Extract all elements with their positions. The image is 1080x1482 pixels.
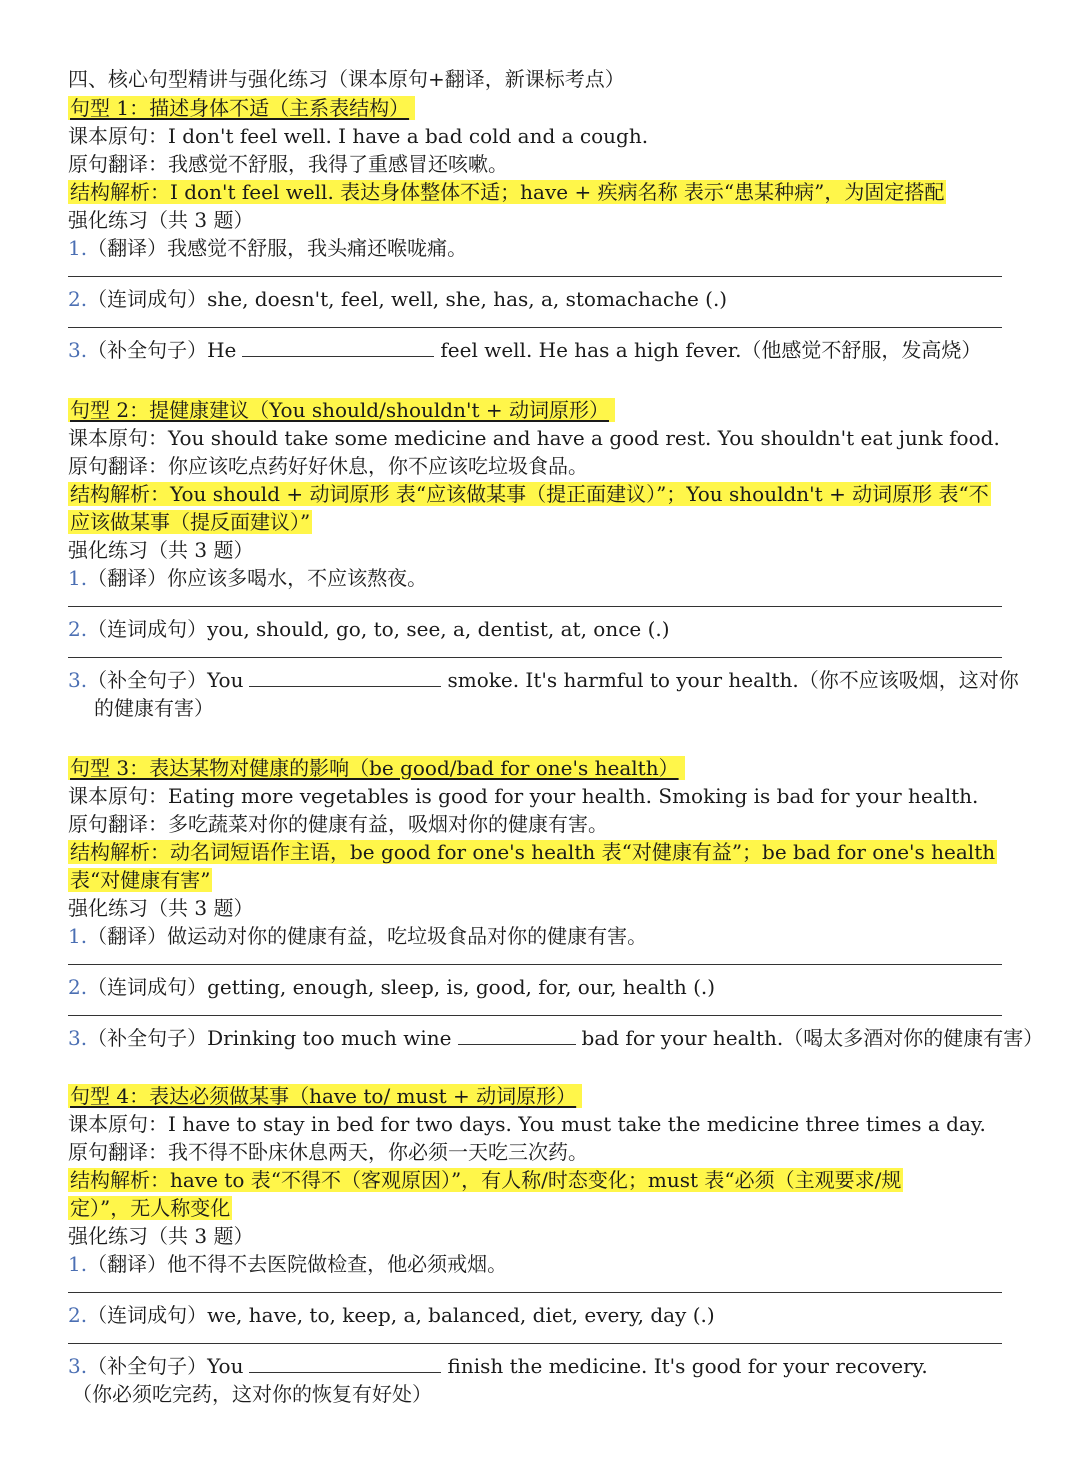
practice-title: 强化练习（共 3 题）	[68, 896, 254, 920]
question-1	[68, 1250, 1018, 1278]
pattern-heading: 句型 1：描述身体不适（主系表结构）	[68, 96, 415, 120]
fill-blank[interactable]	[242, 338, 434, 357]
question-number: 3.	[68, 668, 88, 692]
question-text-before: （补全句子）You	[87, 1354, 244, 1378]
pattern-4	[68, 1082, 1018, 1408]
question-text: （翻译）我感觉不舒服，我头痛还喉咙痛。	[87, 236, 468, 260]
question-text: （连词成句）we, have, to, keep, a, balanced, diet, every, day (.)	[87, 1303, 715, 1327]
fill-blank[interactable]	[249, 668, 441, 687]
translation: 原句翻译：多吃蔬菜对你的健康有益，吸烟对你的健康有害。	[68, 812, 608, 836]
answer-line[interactable]	[68, 313, 1002, 328]
question-text-before: （补全句子）Drinking too much wine	[87, 1026, 452, 1050]
question-text-before: （补全句子）You	[87, 668, 244, 692]
question-number: 3.	[68, 338, 88, 362]
structure-analysis: 结构解析：I don't feel well. 表达身体整体不适；have + 疾病名称 表示“患某种病”，为固定搭配	[70, 180, 945, 204]
translation: 原句翻译：我感觉不舒服，我得了重感冒还咳嗽。	[68, 152, 508, 176]
question-number: 2.	[68, 1303, 88, 1327]
question-3	[68, 666, 1018, 694]
question-text-after: smoke. It's harmful to your health.（你不应该吸烟，这对你	[447, 668, 1019, 692]
question-3	[68, 336, 1018, 364]
translation: 原句翻译：我不得不卧床休息两天，你必须一天吃三次药。	[68, 1140, 588, 1164]
question-text-after: bad for your health.（喝太多酒对你的健康有害）	[581, 1026, 1044, 1050]
original-sentence: 课本原句：Eating more vegetables is good for your health. Smoking is bad for your health.	[68, 784, 979, 808]
answer-line[interactable]	[68, 1329, 1002, 1344]
practice-title: 强化练习（共 3 题）	[68, 208, 254, 232]
answer-line[interactable]	[68, 1001, 1002, 1016]
question-number: 2.	[68, 287, 88, 311]
question-text: （连词成句）she, doesn't, feel, well, she, has, a, stomachache (.)	[87, 287, 728, 311]
question-number: 2.	[68, 975, 88, 999]
structure-analysis: 结构解析：动名词短语作主语，be good for one's health 表“对健康有益”；be bad for one's health 表“对健康有害”	[70, 840, 996, 892]
question-number: 3.	[68, 1026, 88, 1050]
answer-line[interactable]	[68, 592, 1002, 607]
fill-blank[interactable]	[458, 1026, 576, 1045]
pattern-heading: 句型 4：表达必须做某事（have to/ must + 动词原形）	[68, 1084, 582, 1108]
question-number: 1.	[68, 236, 88, 260]
question-number: 1.	[68, 566, 88, 590]
answer-line[interactable]	[68, 643, 1002, 658]
question-3-continued: 的健康有害）	[94, 696, 214, 720]
translation: 原句翻译：你应该吃点药好好休息，你不应该吃垃圾食品。	[68, 454, 588, 478]
question-2	[68, 1301, 1018, 1329]
question-number: 1.	[68, 1252, 88, 1276]
question-number: 1.	[68, 924, 88, 948]
question-text-after: finish the medicine. It's good for your recovery.	[447, 1354, 928, 1378]
question-1	[68, 234, 1018, 262]
pattern-heading: 句型 3：表达某物对健康的影响（be good/bad for one's health）	[68, 756, 685, 780]
section-title: 四、核心句型精讲与强化练习（课本原句+翻译，新课标考点）	[68, 67, 625, 91]
practice-title: 强化练习（共 3 题）	[68, 1224, 254, 1248]
question-3-continued: （你必须吃完药，这对你的恢复有好处）	[72, 1382, 432, 1406]
question-number: 2.	[68, 617, 88, 641]
question-2	[68, 615, 1018, 643]
pattern-1	[68, 94, 1018, 364]
pattern-3	[68, 754, 1044, 1052]
question-number: 3.	[68, 1354, 88, 1378]
answer-line[interactable]	[68, 1278, 1002, 1293]
question-3	[68, 1352, 1018, 1380]
question-2	[68, 285, 1018, 313]
answer-line[interactable]	[68, 262, 1002, 277]
question-3	[68, 1024, 1044, 1052]
structure-analysis: 结构解析：have to 表“不得不（客观原因）”，有人称/时态变化；must 表“必须（主观要求/规定）”，无人称变化	[70, 1168, 902, 1220]
question-text-before: （补全句子）He	[87, 338, 237, 362]
structure-analysis: 结构解析：You should + 动词原形 表“应该做某事（提正面建议）”；You shouldn't + 动词原形 表“不应该做某事（提反面建议）”	[70, 482, 989, 534]
pattern-2	[68, 396, 1018, 722]
question-1	[68, 564, 1018, 592]
answer-line[interactable]	[68, 950, 1002, 965]
question-text: （翻译）做运动对你的健康有益，吃垃圾食品对你的健康有害。	[87, 924, 648, 948]
question-text: （翻译）他不得不去医院做检查，他必须戒烟。	[87, 1252, 508, 1276]
original-sentence: 课本原句：You should take some medicine and have a good rest. You shouldn't eat junk food.	[68, 426, 1000, 450]
question-text: （翻译）你应该多喝水，不应该熬夜。	[87, 566, 428, 590]
fill-blank[interactable]	[249, 1354, 441, 1373]
practice-title: 强化练习（共 3 题）	[68, 538, 254, 562]
question-text: （连词成句）getting, enough, sleep, is, good, for, our, health (.)	[87, 975, 716, 999]
pattern-heading: 句型 2：提健康建议（You should/shouldn't + 动词原形）	[68, 398, 615, 422]
original-sentence: 课本原句：I don't feel well. I have a bad cold and a cough.	[68, 124, 649, 148]
question-1	[68, 922, 1018, 950]
question-text: （连词成句）you, should, go, to, see, a, dentist, at, once (.)	[87, 617, 670, 641]
original-sentence: 课本原句：I have to stay in bed for two days. You must take the medicine three times a day.	[68, 1112, 986, 1136]
question-text-after: feel well. He has a high fever.（他感觉不舒服，发高烧）	[440, 338, 982, 362]
question-2	[68, 973, 1018, 1001]
